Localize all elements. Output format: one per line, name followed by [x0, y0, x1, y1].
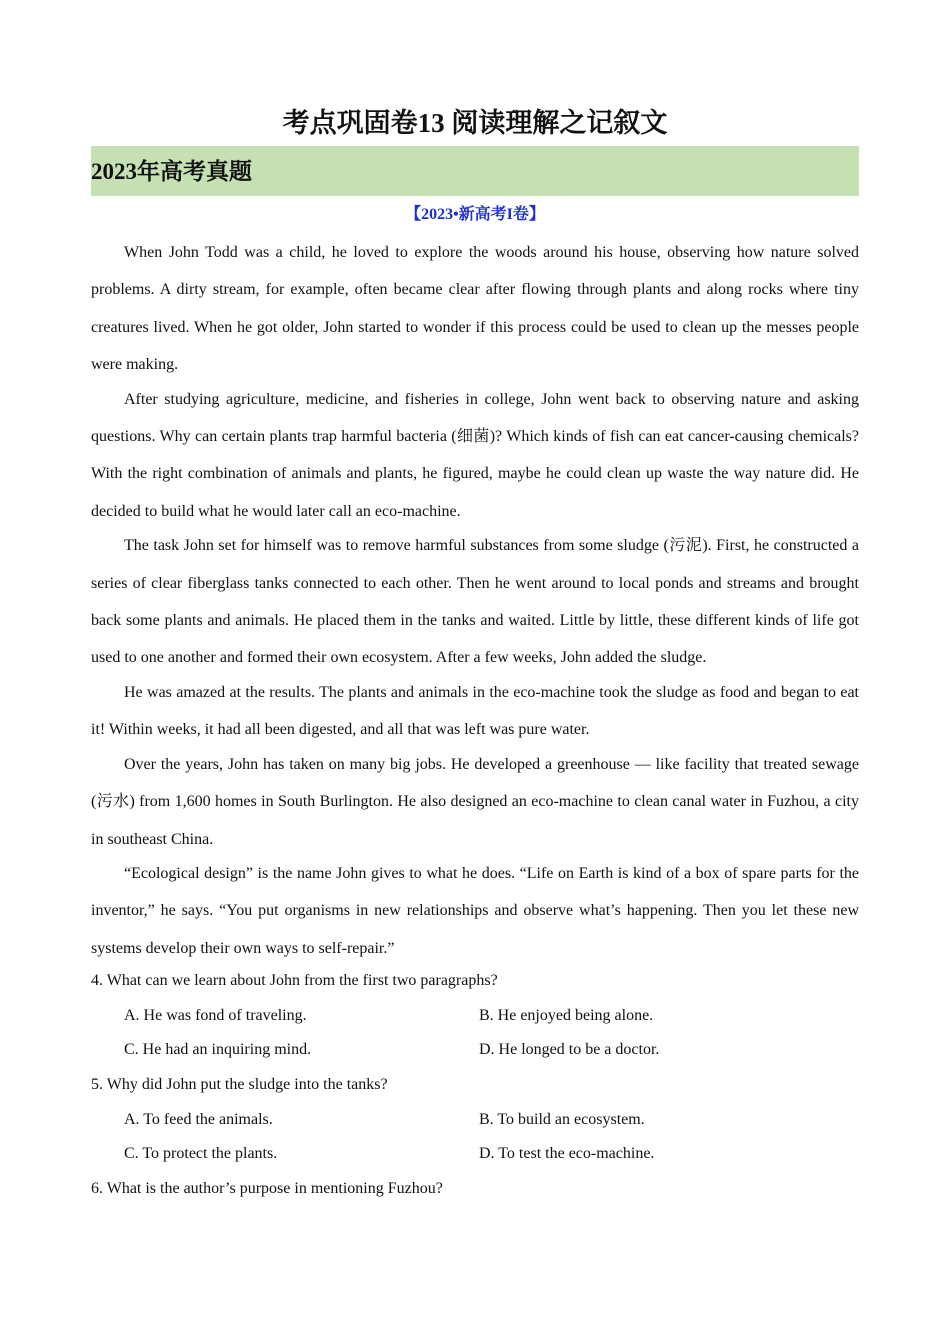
- document-title: 考点巩固卷13 阅读理解之记叙文: [282, 108, 668, 138]
- question-4: [91, 964, 859, 1068]
- option-d: D. To test the eco-machine.: [479, 1145, 655, 1163]
- section-heading: 2023年高考真题: [91, 146, 859, 196]
- option-c: C. To protect the plants.: [124, 1145, 278, 1163]
- passage-paragraph: When John Todd was a child, he loved to explore the woods around his house, observing how nature solved problems. A dirty stream, for example, often became clear after flowing through plants and along rocks where tiny creatures lived. When he got older, John started to wonder if this process could be used to clean up the messes people were making.: [91, 244, 859, 374]
- document-page: [91, 100, 859, 1206]
- question-stem: 5. Why did John put the sludge into the tanks?: [91, 1075, 388, 1093]
- passage-paragraph: Over the years, John has taken on many big jobs. He developed a greenhouse — like facility that treated sewage (污水) from 1,600 homes in South Burlington. He also designed an eco-machine to clean canal water in Fuzhou, a city in southeast China.: [91, 755, 859, 848]
- exam-source: 【2023•新高考I卷】: [405, 206, 545, 223]
- option-a: A. He was fond of traveling.: [124, 1006, 307, 1024]
- question-stem: 6. What is the author’s purpose in mentioning Fuzhou?: [91, 1179, 443, 1197]
- option-a: A. To feed the animals.: [124, 1110, 273, 1128]
- option-c: C. He had an inquiring mind.: [124, 1041, 312, 1059]
- passage-paragraph: The task John set for himself was to remove harmful substances from some sludge (污泥). First, he constructed a series of clear fiberglass tanks connected to each other. Then he went around to local ponds and streams and brought back some plants and animals. He placed them in the tanks and waited. Little by little, these different kinds of life got used to one another and formed their own ecosystem. After a few weeks, John added the sludge.: [91, 537, 859, 667]
- passage-paragraph: He was amazed at the results. The plants and animals in the eco-machine took the sludge as food and began to eat it! Within weeks, it had all been digested, and all that was left was pure water.: [91, 683, 859, 739]
- option-d: D. He longed to be a doctor.: [479, 1041, 660, 1059]
- passage-paragraph: “Ecological design” is the name John gives to what he does. “Life on Earth is kind of a box of spare parts for the inventor,” he says. “You put organisms in new relationships and observe what’s happening. Then you let these new systems develop their own ways to self-repair.”: [91, 864, 859, 957]
- passage: [91, 234, 859, 967]
- question-6: [91, 1172, 859, 1207]
- option-b: B. To build an ecosystem.: [479, 1110, 645, 1128]
- answer-options: [91, 999, 859, 1068]
- answer-options: [91, 1103, 859, 1172]
- question-5: [91, 1068, 859, 1172]
- option-b: B. He enjoyed being alone.: [479, 1006, 654, 1024]
- question-stem: 4. What can we learn about John from the first two paragraphs?: [91, 972, 498, 990]
- passage-paragraph: After studying agriculture, medicine, and fisheries in college, John went back to observing nature and asking questions. Why can certain plants trap harmful bacteria (细菌)? Which kinds of fish can eat cancer-causing chemicals? With the right combination of animals and plants, he figured, maybe he could clean up waste the way nature did. He decided to build what he would later call an eco-machine.: [91, 390, 859, 520]
